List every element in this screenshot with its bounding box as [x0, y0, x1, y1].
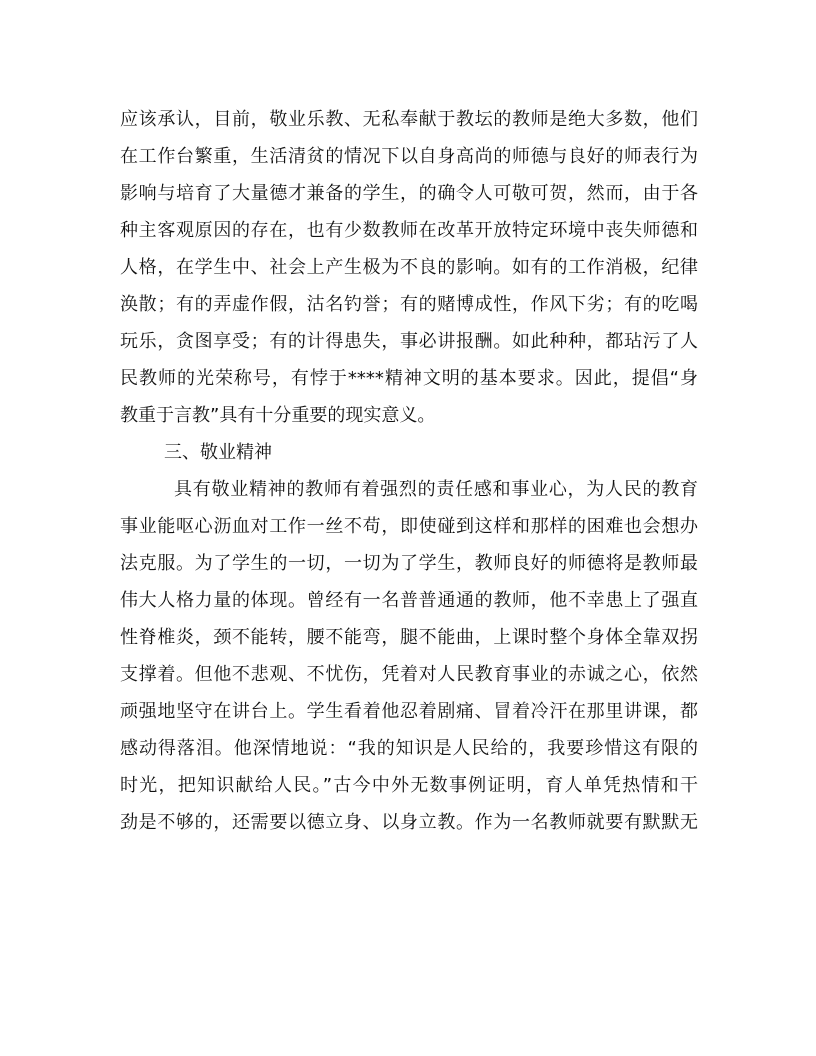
paragraph2-line: 时光，把知识献给人民。”古今中外无数事例证明，育人单凭热情和干 [120, 775, 698, 796]
paragraph1-line: 种主客观原因的存在，也有少数教师在改革开放特定环境中丧失师德和 [120, 220, 698, 241]
paragraph1-line: 涣散；有的弄虚作假，沽名钓誉；有的赌博成性，作风下劣；有的吃喝 [120, 294, 698, 315]
paragraph2-line: 具有敬业精神的教师有着强烈的责任感和事业心，为人民的教育 [174, 479, 698, 500]
paragraph2-line: 性脊椎炎，颈不能转，腰不能弯，腿不能曲，上课时整个身体全靠双拐 [120, 627, 698, 648]
document-body [120, 101, 698, 841]
paragraph2-line: 支撑着。但他不悲观、不忧伤，凭着对人民教育事业的赤诚之心，依然 [120, 664, 698, 685]
paragraph1-line: 应该承认，目前，敬业乐教、无私奉献于教坛的教师是绝大多数，他们 [120, 109, 698, 130]
paragraph1-line: 民教师的光荣称号，有悖于****精神文明的基本要求。因此，提倡“身 [120, 368, 698, 389]
paragraph2-line: 事业能呕心沥血对工作一丝不苟，即使碰到这样和那样的困难也会想办 [120, 516, 698, 537]
paragraph1-line: 人格，在学生中、社会上产生极为不良的影响。如有的工作消极，纪律 [120, 257, 698, 278]
paragraph1-line: 教重于言教”具有十分重要的现实意义。 [120, 405, 436, 426]
paragraph2-line: 伟大人格力量的体现。曾经有一名普普通通的教师，他不幸患上了强直 [120, 590, 698, 611]
section-heading: 三、敬业精神 [164, 442, 272, 463]
paragraph2-line: 劲是不够的，还需要以德立身、以身立教。作为一名教师就要有默默无 [120, 812, 698, 833]
paragraph2-line: 法克服。为了学生的一切，一切为了学生，教师良好的师德将是教师最 [120, 553, 698, 574]
paragraph2-line: 顽强地坚守在讲台上。学生看着他忍着剧痛、冒着冷汗在那里讲课，都 [120, 701, 698, 722]
paragraph2-line: 感动得落泪。他深情地说：“我的知识是人民给的，我要珍惜这有限的 [120, 738, 698, 759]
paragraph1-line: 在工作台繁重，生活清贫的情况下以自身高尚的师德与良好的师表行为 [120, 146, 698, 167]
paragraph1-line: 玩乐，贪图享受；有的计得患失，事必讲报酬。如此种种，都玷污了人 [120, 331, 698, 352]
paragraph1-line: 影响与培育了大量德才兼备的学生，的确令人可敬可贺，然而，由于各 [120, 183, 698, 204]
